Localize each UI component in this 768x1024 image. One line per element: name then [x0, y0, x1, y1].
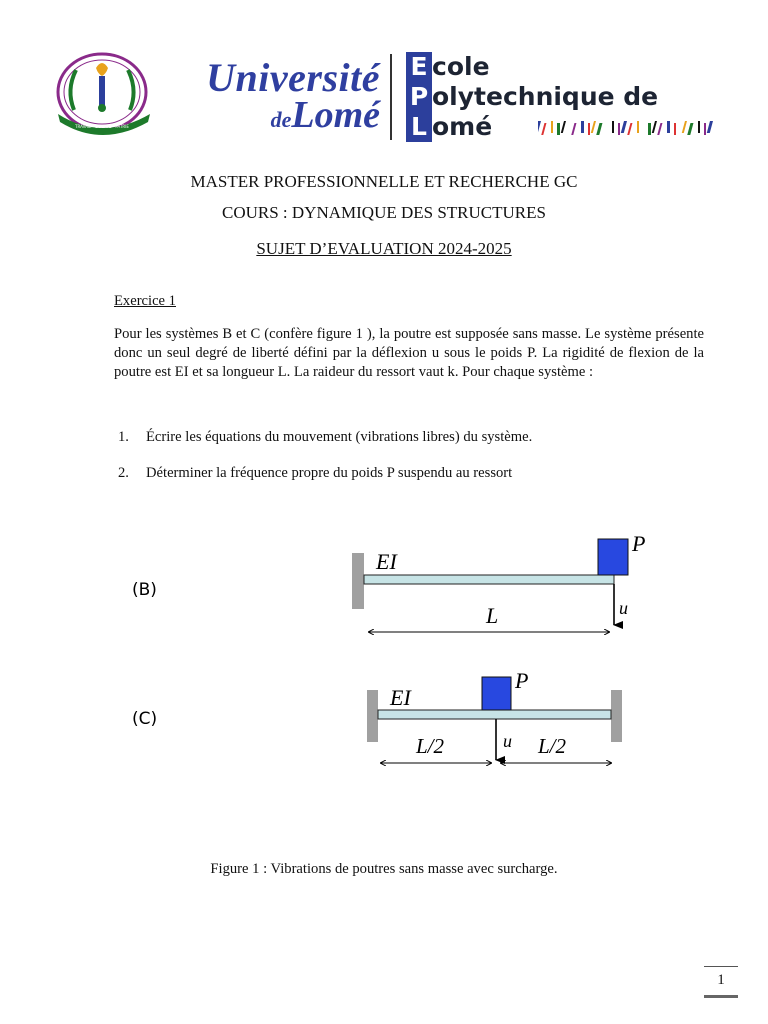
system-c-right-length-label: L/2 [538, 734, 567, 758]
epl-word-2: olytechnique de [432, 82, 659, 111]
epl-initial-l: L [411, 112, 427, 141]
university-emblem [52, 50, 156, 138]
system-b-beam [364, 575, 614, 584]
stripe-mark [571, 123, 576, 135]
university-name-lome: Lomé [291, 94, 380, 136]
stripe-mark [652, 121, 657, 133]
stripe-mark [596, 123, 602, 135]
page-number: 1 [717, 972, 725, 988]
list-item [114, 429, 714, 446]
stripe-mark [581, 121, 584, 133]
stripe-mark [637, 121, 639, 133]
stripe-mark [667, 121, 670, 133]
list-item-text: Écrire les équations du mouvement (vibrations libres) du système. [146, 429, 533, 445]
list-item-number: 2. [118, 465, 129, 481]
epl-decorative-stripes [538, 121, 716, 135]
epl-line-2 [406, 82, 658, 112]
epl-initial-e: E [410, 52, 428, 81]
exercise-paragraph: Pour les systèmes B et C (confère figure 1 ), la poutre est supposée sans masse. Le système présente donc un seul degré de liberté défini par la déflexion u sous le poids P. La rigidité de flexion de la poutre est EI et sa longueur L. La raideur du ressort vaut k. Pour chaque système : [114, 326, 704, 380]
system-b-label: (B) [132, 580, 157, 600]
stripe-mark [551, 121, 553, 133]
stripe-mark [618, 123, 620, 135]
system-c-ei-label: EI [390, 685, 411, 710]
system-b-wall [352, 553, 364, 609]
system-b-mass [598, 539, 628, 575]
epl-word-1: cole [432, 52, 490, 81]
list-item [114, 465, 714, 482]
stripe-mark [707, 121, 713, 133]
stripe-mark [557, 123, 560, 135]
stripe-mark [698, 121, 700, 133]
stripe-mark [687, 123, 693, 135]
system-b-length-label: L [486, 603, 499, 628]
stripe-mark [541, 123, 546, 135]
system-c-u-label: u [503, 731, 512, 751]
exercise-title: Exercice 1 [114, 293, 176, 309]
system-c-left-length-label: L/2 [416, 734, 445, 758]
stripe-mark [704, 123, 706, 135]
figure-caption: Figure 1 : Vibrations de poutres sans masse avec surcharge. [210, 861, 558, 877]
logo-divider [390, 54, 392, 140]
stripe-mark [538, 121, 541, 133]
epl-initial-p: P [409, 82, 429, 111]
university-name-line2 [158, 96, 380, 134]
system-c-beam [378, 710, 611, 719]
stripe-mark [657, 123, 662, 135]
university-name [158, 55, 380, 136]
title-course: COURS : DYNAMIQUE DES STRUCTURES [222, 203, 546, 222]
title-master: MASTER PROFESSIONNELLE ET RECHERCHE GC [190, 172, 578, 191]
system-b-p-label: P [632, 531, 646, 556]
epl-word-3: omé [432, 112, 493, 141]
stripe-mark [621, 121, 627, 133]
stripe-mark [648, 123, 651, 135]
stripe-mark [674, 123, 676, 135]
system-c-left-wall [367, 690, 378, 742]
list-item-text: Déterminer la fréquence propre du poids P suspendu au ressort [146, 465, 513, 481]
system-c-mass [482, 677, 511, 710]
stripe-mark [591, 121, 596, 133]
stripe-mark [612, 121, 614, 133]
figure-1-diagram [0, 520, 768, 810]
system-c-label: (C) [132, 709, 158, 729]
system-c-p-label: P [515, 668, 529, 693]
university-name-line1: Université [206, 55, 380, 100]
emblem-motto: TRAVAIL - LIBERTÉ - PATRIE [75, 124, 129, 129]
stripe-mark [588, 123, 590, 135]
system-b-ei-label: EI [376, 549, 397, 574]
system-b-u-label: u [619, 598, 628, 618]
epl-line-1 [406, 52, 658, 82]
stripe-mark [561, 121, 566, 133]
stripe-mark [627, 123, 632, 135]
stripe-mark [682, 121, 687, 133]
title-evaluation: SUJET D’EVALUATION 2024-2025 [256, 239, 512, 258]
list-item-number: 1. [118, 429, 129, 445]
system-c-right-wall [611, 690, 622, 742]
university-name-de: de [270, 107, 292, 132]
